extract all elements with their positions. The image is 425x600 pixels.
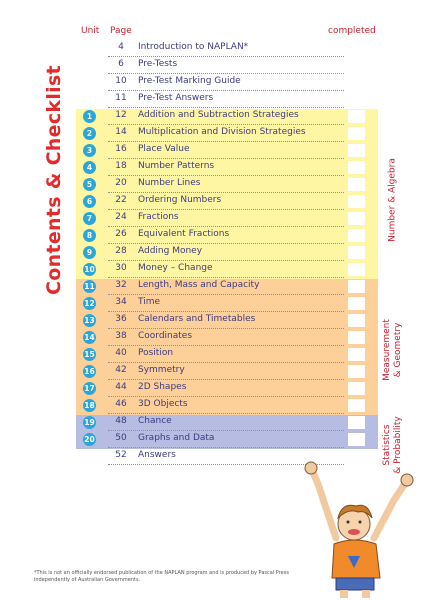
unit-badge: 18 bbox=[84, 401, 95, 410]
header-unit: Unit bbox=[81, 26, 100, 36]
topic-title: Ordering Numbers bbox=[138, 195, 222, 205]
footnote-line: *This is not an officially endorsed publication of the NAPLAN program and is produced by Pascal Press bbox=[34, 570, 289, 576]
completed-checkbox[interactable] bbox=[348, 382, 365, 395]
page-number: 24 bbox=[115, 212, 127, 222]
completed-checkbox[interactable] bbox=[348, 348, 365, 361]
topic-title: 3D Objects bbox=[138, 399, 188, 409]
strand-label: Statistics bbox=[382, 424, 392, 466]
topic-title: Answers bbox=[138, 450, 176, 460]
topic-title: Chance bbox=[138, 416, 172, 426]
table-row bbox=[76, 125, 378, 142]
page-number: 48 bbox=[115, 416, 127, 426]
completed-checkbox[interactable] bbox=[348, 297, 365, 310]
topic-title: Introduction to NAPLAN* bbox=[138, 42, 249, 52]
table-row bbox=[76, 57, 378, 74]
completed-checkbox[interactable] bbox=[348, 144, 365, 157]
unit-badge: 5 bbox=[83, 178, 96, 191]
unit-badge: 14 bbox=[84, 333, 95, 342]
table-row bbox=[76, 414, 378, 431]
header-page: Page bbox=[110, 26, 132, 36]
table-row bbox=[76, 295, 378, 312]
topic-title: Time bbox=[138, 297, 161, 307]
page-number: 36 bbox=[115, 314, 127, 324]
completed-checkbox[interactable] bbox=[348, 263, 365, 276]
topic-title: 2D Shapes bbox=[138, 382, 187, 392]
unit-badge: 12 bbox=[84, 299, 95, 308]
unit-badge: 7 bbox=[83, 212, 96, 225]
page-number: 4 bbox=[118, 42, 124, 52]
unit-badge: 9 bbox=[83, 246, 96, 259]
page-title-vertical bbox=[34, 50, 74, 310]
completed-checkbox[interactable] bbox=[348, 416, 365, 429]
completed-checkbox[interactable] bbox=[348, 314, 365, 327]
unit-badge: 10 bbox=[84, 265, 95, 274]
topic-title: Pre-Test Marking Guide bbox=[138, 76, 241, 86]
table-row bbox=[76, 210, 378, 227]
unit-badge: 2 bbox=[83, 127, 96, 140]
page-number: 40 bbox=[115, 348, 127, 358]
page-number: 14 bbox=[115, 127, 127, 137]
page-number: 20 bbox=[115, 178, 127, 188]
topic-title: Number Lines bbox=[138, 178, 201, 188]
unit-badge: 16 bbox=[84, 367, 95, 376]
topic-title: Graphs and Data bbox=[138, 433, 215, 443]
table-row bbox=[76, 193, 378, 210]
topic-title: Addition and Subtraction Strategies bbox=[138, 110, 299, 120]
table-row bbox=[76, 142, 378, 159]
topic-title: Length, Mass and Capacity bbox=[138, 280, 260, 290]
table-row bbox=[76, 363, 378, 380]
table-row bbox=[76, 176, 378, 193]
topic-title: Number Patterns bbox=[138, 161, 215, 171]
completed-checkbox[interactable] bbox=[348, 110, 365, 123]
table-row bbox=[76, 244, 378, 261]
topic-title: Money – Change bbox=[138, 263, 213, 273]
table-row bbox=[76, 431, 378, 448]
completed-checkbox[interactable] bbox=[348, 212, 365, 225]
page-number: 12 bbox=[115, 110, 127, 120]
topic-title: Pre-Tests bbox=[138, 59, 178, 69]
topic-title: Symmetry bbox=[138, 365, 185, 375]
completed-checkbox[interactable] bbox=[348, 365, 365, 378]
table-row bbox=[76, 397, 378, 414]
completed-checkbox[interactable] bbox=[348, 399, 365, 412]
page-number: 38 bbox=[115, 331, 127, 341]
unit-badge: 20 bbox=[84, 435, 95, 444]
completed-checkbox[interactable] bbox=[348, 246, 365, 259]
header-completed: completed bbox=[328, 26, 376, 36]
page-number: 16 bbox=[115, 144, 127, 154]
strand-measurement-geometry bbox=[378, 300, 408, 400]
completed-checkbox[interactable] bbox=[348, 433, 365, 446]
topic-title: Pre-Test Answers bbox=[138, 93, 214, 103]
page-number: 28 bbox=[115, 246, 127, 256]
table-row bbox=[76, 108, 378, 125]
table-row bbox=[76, 261, 378, 278]
unit-badge: 17 bbox=[84, 384, 95, 393]
unit-badge: 6 bbox=[83, 195, 96, 208]
page-number: 42 bbox=[115, 365, 127, 375]
table-row bbox=[76, 91, 378, 108]
table-row bbox=[76, 312, 378, 329]
strand-number-algebra bbox=[378, 130, 408, 270]
topic-title: Coordinates bbox=[138, 331, 193, 341]
table-row bbox=[76, 346, 378, 363]
unit-badge: 4 bbox=[83, 161, 96, 174]
page-number: 6 bbox=[118, 59, 124, 69]
table-row bbox=[76, 278, 378, 295]
footnote bbox=[34, 570, 334, 584]
topic-title: Fractions bbox=[138, 212, 179, 222]
page-number: 11 bbox=[115, 93, 127, 103]
page-number: 44 bbox=[115, 382, 127, 392]
completed-checkbox[interactable] bbox=[348, 331, 365, 344]
table-row bbox=[76, 329, 378, 346]
unit-badge: 15 bbox=[84, 350, 95, 359]
completed-checkbox[interactable] bbox=[348, 178, 365, 191]
page-number: 50 bbox=[115, 433, 127, 443]
table-row bbox=[76, 74, 378, 91]
strand-label: & Probability bbox=[393, 416, 403, 474]
topic-title: Place Value bbox=[138, 144, 190, 154]
table-row bbox=[76, 380, 378, 397]
page-number: 34 bbox=[115, 297, 127, 307]
page-number: 46 bbox=[115, 399, 127, 409]
table-row bbox=[76, 40, 378, 57]
topic-title: Adding Money bbox=[138, 246, 203, 256]
unit-badge: 8 bbox=[83, 229, 96, 242]
table-row bbox=[76, 227, 378, 244]
unit-badge: 19 bbox=[84, 418, 95, 427]
page-number: 52 bbox=[115, 450, 127, 460]
completed-checkbox[interactable] bbox=[348, 127, 365, 140]
completed-checkbox[interactable] bbox=[348, 229, 365, 242]
footnote-line: independently of Australian Governments. bbox=[34, 577, 141, 583]
strand-label: Number & Algebra bbox=[387, 158, 398, 242]
unit-badge: 1 bbox=[83, 110, 96, 123]
completed-checkbox[interactable] bbox=[348, 161, 365, 174]
topic-title: Calendars and Timetables bbox=[138, 314, 256, 324]
topic-title: Multiplication and Division Strategies bbox=[138, 127, 306, 137]
topic-title: Position bbox=[138, 348, 174, 358]
page-number: 18 bbox=[115, 161, 127, 171]
page-number: 32 bbox=[115, 280, 127, 290]
unit-badge: 13 bbox=[84, 316, 95, 325]
completed-checkbox[interactable] bbox=[348, 195, 365, 208]
unit-badge: 3 bbox=[83, 144, 96, 157]
strand-label: & Geometry bbox=[393, 322, 403, 378]
page-number: 22 bbox=[115, 195, 127, 205]
page-number: 30 bbox=[115, 263, 127, 273]
page-title: Contents & Checklist bbox=[43, 65, 65, 295]
topic-title: Equivalent Fractions bbox=[138, 229, 230, 239]
table-row bbox=[76, 159, 378, 176]
strand-label: Measurement bbox=[382, 319, 392, 381]
unit-badge: 11 bbox=[84, 282, 95, 291]
page-number: 26 bbox=[115, 229, 127, 239]
page-number: 10 bbox=[115, 76, 127, 86]
completed-checkbox[interactable] bbox=[348, 280, 365, 293]
